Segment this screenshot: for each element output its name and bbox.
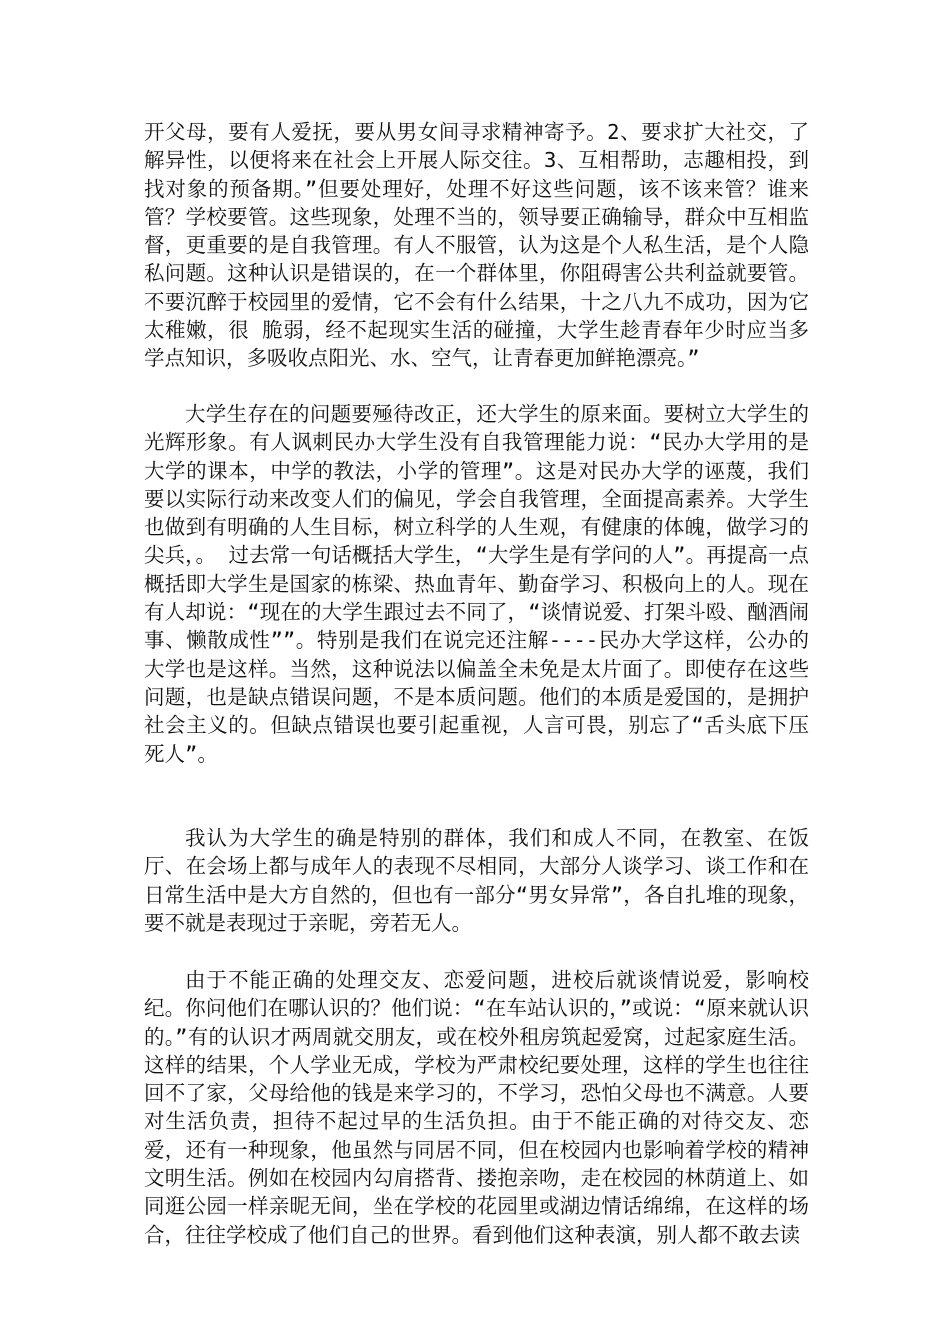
paragraph-1: 开父母，要有人爱抚，要从男女间寻求精神寄予。2、要求扩大社交，了解异性，以便将来在社会上开展人际交往。3、互相帮助，志趣相投，到找对象的预备期。”但要处理好，处理不好这些问题，该不该来管？谁来管？学校要管。这些现象，处理不当的，领导要正确输导，群众中互相监督，更重要的是自我管理。有人不服管，认为这是个人私生活，是个人隐私问题。这种认识是错误的，在一个群体里，你阻碍害公共利益就要管。不要沉醉于校园里的爱情，它不会有什么结果，十之八九不成功，因为它太稚嫩，很 脆弱，经不起现实生活的碰撞，大学生趁青春年少时应当多学点知识，多吸收点阳光、水、空气，让青春更加鲜艳漂亮。” — [144, 120, 809, 371]
paragraph-3: 我认为大学生的确是特别的群体，我们和成人不同，在教室、在饭厅、在会场上都与成年人的表现不尽相同，大部分人谈学习、谈工作和在日常生活中是大方自然的，但也有一部分“男女异常”，各自扎堆的现象，要不就是表现过于亲昵，旁若无人。 — [144, 826, 809, 935]
paragraph-2: 大学生存在的问题要殛待改正，还大学生的原来面。要树立大学生的光辉形象。有人讽刺民办大学生没有自我管理能力说：“民办大学用的是大学的课本，中学的教法，小学的管理”。这是对民办大学的诬蔑，我们要以实际行动来改变人们的偏见，学会自我管理，全面提高素养。大学生也做到有明确的人生目标，树立科学的人生观，有健康的体魄，做学习的尖兵，。 过去常一句话概括大学生，“大学生是有学问的人”。再提高一点概括即大学生是国家的栋梁、热血青年、勤奋学习、积极向上的人。现在有人却说：“现在的大学生跟过去不同了，“谈情说爱、打架斗殴、酗酒闹事、懒散成性””。特别是我们在说完还注解----民办大学这样，公办的大学也是这样。当然，这种说法以偏盖全未免是太片面了。即使存在这些问题，也是缺点错误问题，不是本质问题。他们的本质是爱国的，是拥护社会主义的。但缺点错误也要引起重视，人言可畏，别忘了“舌头底下压死人”。 — [144, 402, 809, 766]
paragraph-4: 由于不能正确的处理交友、恋爱问题，进校后就谈情说爱，影响校纪。你问他们在哪认识的？他们说：“在车站认识的，”或说：“原来就认识的。”有的认识才两周就交朋友，或在校外租房筑起爱窝，过起家庭生活。这样的结果，个人学业无成，学校为严肃校纪要处理，这样的学生也往往回不了家，父母给他的钱是来学习的，不学习，恐怕父母也不满意。人要对生活负责，担待不起过早的生活负担。由于不能正确的对待交友、恋爱，还有一种现象，他虽然与同居不同，但在校园内也影响着学校的精神文明生活。例如在校园内勾肩搭背、搂抱亲吻，走在校园的林荫道上、如同逛公园一样亲昵无间，坐在学校的花园里或湖边情话绵绵，在这样的场合，往往学校成了他们自己的世界。看到他们这种表演，别人都不敢去读 — [144, 968, 809, 1247]
